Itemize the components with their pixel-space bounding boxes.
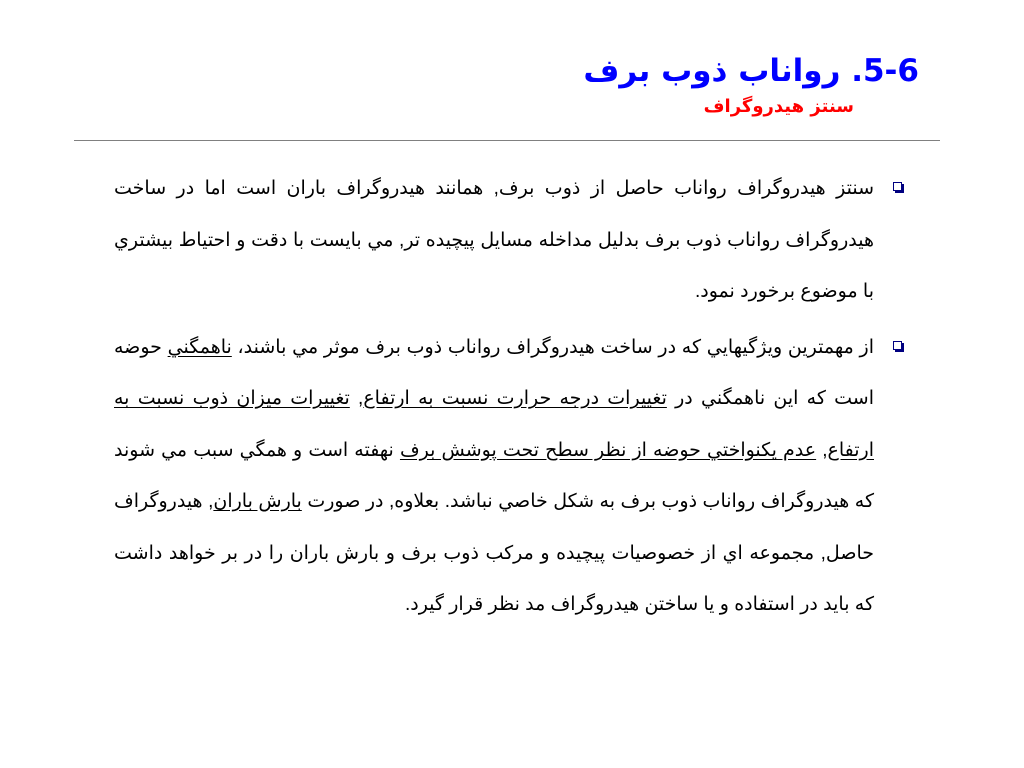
underlined-term: ناهمگني: [167, 336, 232, 358]
underlined-term: عدم يكنواختي حوضه از نظر سطح تحت پوشش برف: [399, 439, 817, 461]
bullet-text: از مهمترين ويژگيهايي كه در ساخت هيدروگراف رواناب ذوب برف موثر مي باشند،: [231, 336, 874, 358]
bullet-list: [114, 163, 874, 635]
bullet-text: , هيدروگراف حاصل, مجموعه اي از خصوصيات پيچيده و مركب ذوب برف و بارش باران را در بر خواهد داشت كه بايد در استفاده و يا ساختن هيدروگراف مد نظر قرار گيرد.: [114, 491, 874, 615]
bullet-text: سنتز هيدروگراف رواناب حاصل از ذوب برف, همانند هيدروگراف باران است اما در ساخت هيدروگراف رواناب ذوب برف بدليل مداخله مسايل پيچيده تر, مي بايست با دقت و احتياط بيشتري با موضوع برخورد نمود.: [114, 178, 874, 302]
bullet-text: ,: [816, 439, 828, 461]
bullet-text: نهفته است و همگي سبب مي شوند كه هيدروگراف رواناب ذوب برف به شكل خاصي نباشد. بعلاوه, در صورت: [114, 439, 874, 512]
bullet-text: حوضه است كه اين ناهمگني در: [114, 336, 875, 409]
title-divider: [74, 140, 940, 141]
slide-title: 5-6. رواناب ذوب برف: [583, 53, 919, 89]
hollow-square-bullet-icon: [893, 182, 902, 191]
slide-subtitle: سنتز هيدروگراف: [703, 96, 854, 117]
slide-header: [119, 50, 919, 120]
underlined-term: تغييرات درجه حرارت نسبت به ارتفاع: [363, 388, 667, 409]
bullet-text: ,: [349, 388, 364, 409]
underlined-term: تغييرات ميزان ذوب نسبت به ارتفاع: [114, 388, 874, 461]
hollow-square-bullet-icon: [893, 341, 902, 350]
underlined-term: بارش باران: [213, 491, 302, 512]
bullet-item: [114, 163, 874, 318]
bullet-item: [114, 322, 874, 631]
